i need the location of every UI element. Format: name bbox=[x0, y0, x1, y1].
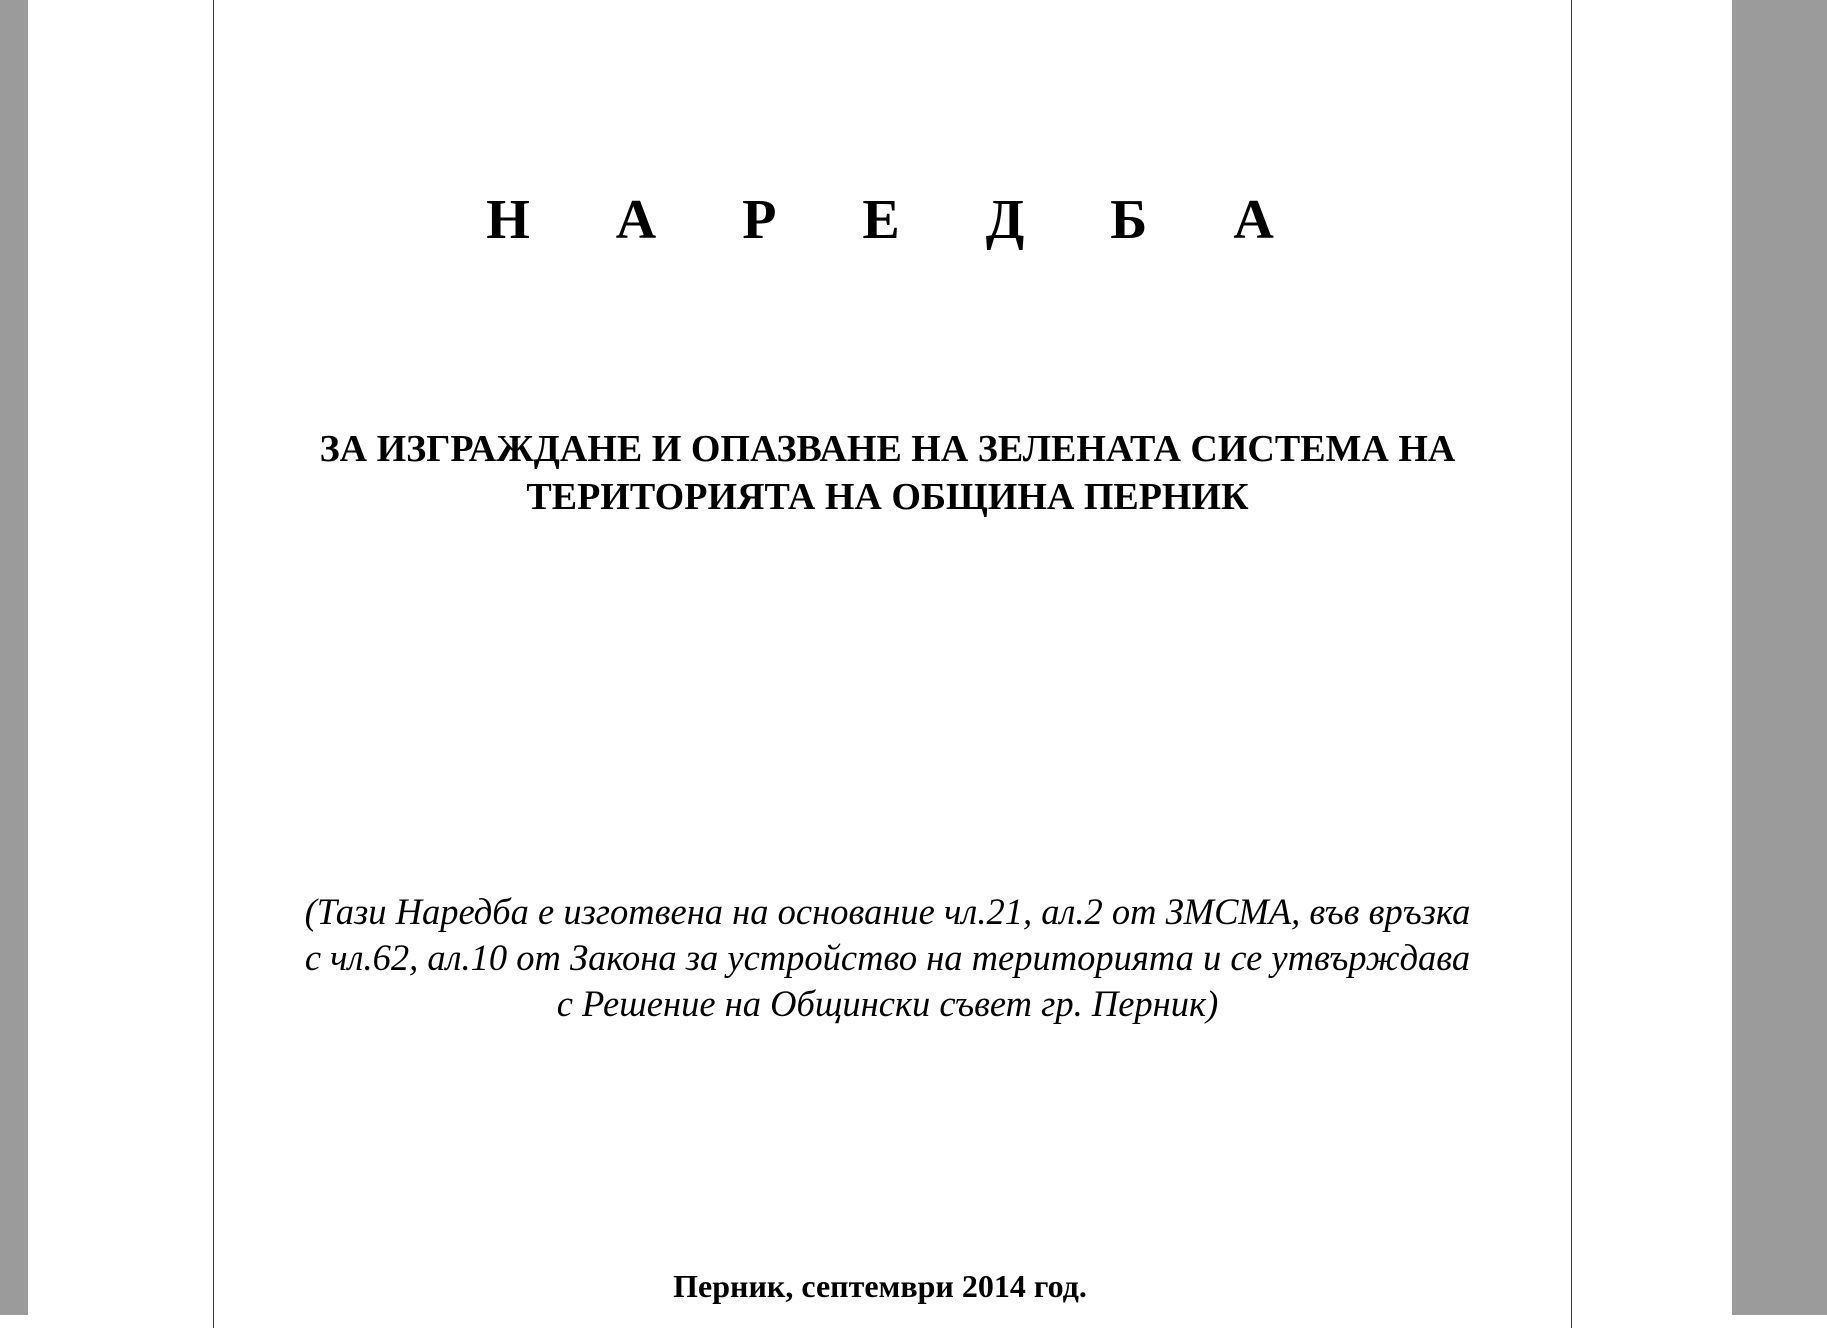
place-and-date: Перник, септември 2014 год. bbox=[673, 1268, 1087, 1304]
document-subtitle bbox=[248, 425, 1527, 521]
note-line: с Решение на Общински съвет гр. Перник) bbox=[556, 983, 1219, 1024]
subtitle-line: ТЕРИТОРИЯТА НА ОБЩИНА ПЕРНИК bbox=[526, 476, 1249, 518]
document-page bbox=[28, 0, 1732, 1315]
subtitle-line: ЗА ИЗГРАЖДАНЕ И ОПАЗВАНЕ НА ЗЕЛЕНАТА СИСТЕМА НА bbox=[319, 428, 1456, 470]
note-line: (Тази Наредба е изготвена на основание чл.21, ал.2 от ЗМСМА, във връзка bbox=[304, 891, 1471, 932]
legal-basis-note bbox=[228, 889, 1547, 1027]
viewer-background-right[interactable] bbox=[1732, 0, 1827, 1315]
document-title: Н А Р Е Д Б А bbox=[486, 189, 1310, 251]
note-line: с чл.62, ал.10 от Закона за устройство на територията и се утвърждава bbox=[304, 937, 1471, 978]
viewer-background-left bbox=[0, 0, 28, 1315]
